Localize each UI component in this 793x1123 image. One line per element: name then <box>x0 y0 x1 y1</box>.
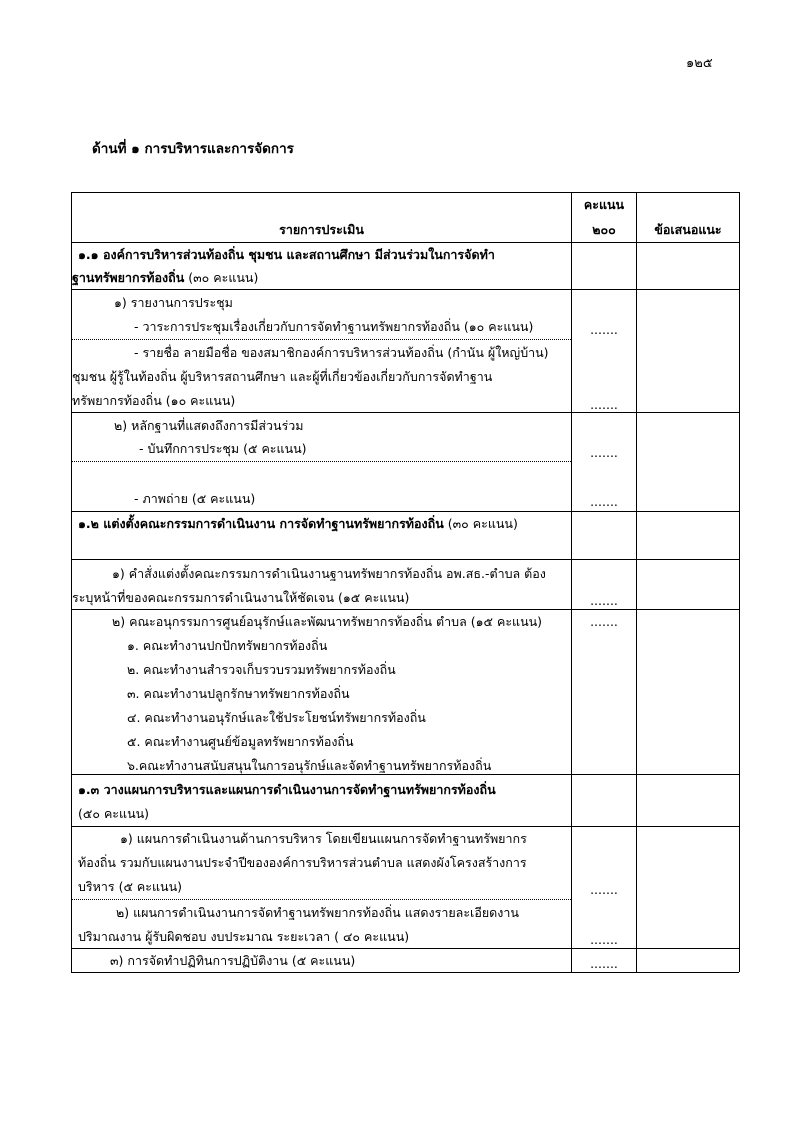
item-admin-plan: ๑) แผนการดำเนินงานด้านการบริหาร โดยเขียนแผนการจัดทำฐานทรัพยากร <box>120 831 527 846</box>
page-number: ๑๒๕ <box>686 56 713 71</box>
item-signatures: - รายชื่อ ลายมือชื่อ ของสมาชิกองค์การบริหารส่วนท้องถิ่น (กำนัน ผู้ใหญ่บ้าน) <box>134 345 549 360</box>
subcommittee-item: ๖.คณะทำงานสนับสนุนในการอนุรักษ์และจัดทำฐานทรัพยากรท้องถิ่น <box>127 758 492 773</box>
item-operation-plan: ๒) แผนการดำเนินงานการจัดทำฐานทรัพยากรท้องถิ่น แสดงรายละเอียดงาน <box>116 905 519 920</box>
item-photos: - ภาพถ่าย (๕ คะแนน) <box>134 491 256 506</box>
section-1-2-title: ๑.๒ แต่งตั้งคณะกรรมการดำเนินงาน การจัดทำฐานทรัพยากรท้องถิ่น (๓๐ คะแนน) <box>78 516 518 531</box>
item-admin-plan-cont: ท้องถิ่น รวมกับแผนงานประจำปีขององค์การบริหารส่วนตำบล แสดงผังโครงสร้างการ <box>78 855 527 870</box>
item-header: รายการประเมิน <box>279 222 364 237</box>
item-participation-evidence: ๒) หลักฐานที่แสดงถึงการมีส่วนร่วม <box>114 418 304 433</box>
item-signatures-cont-2: ทรัพยากรท้องถิ่น (๑๐ คะแนน) <box>72 393 236 408</box>
score-blank: ....... <box>590 445 618 460</box>
item-operation-plan-cont: ปริมาณงาน ผู้รับผิดชอบ งบประมาณ ระยะเวลา ( ๔๐ คะแนน) <box>78 929 410 944</box>
score-blank: ....... <box>590 614 618 629</box>
score-header-label: คะแนน <box>583 197 625 212</box>
score-blank: ....... <box>590 322 618 337</box>
section-1-1-title-cont: ฐานทรัพยากรท้องถิ่น (๓๐ คะแนน) <box>72 270 259 285</box>
section-1-3-score: (๕๐ คะแนน) <box>78 806 150 821</box>
item-signatures-cont: ชุมชน ผู้รู้ในท้องถิ่น ผู้บริหารสถานศึกษา และผู้ที่เกี่ยวข้องเกี่ยวกับการจัดทำฐาน <box>72 369 493 384</box>
item-meeting-minutes: - บันทึกการประชุม (๕ คะแนน) <box>139 441 307 456</box>
item-subcommittee: ๒) คณะอนุกรรมการศูนย์อนุรักษ์และพัฒนาทรัพยากรท้องถิ่น ตำบล (๑๕ คะแนน) <box>112 614 543 629</box>
subcommittee-item: ๓. คณะทำงานปลูกรักษาทรัพยากรท้องถิ่น <box>127 686 350 701</box>
subcommittee-item: ๕. คณะทำงานศูนย์ข้อมูลทรัพยากรท้องถิ่น <box>127 734 354 749</box>
score-blank: ....... <box>590 882 618 897</box>
section-1-1-title: ๑.๑ องค์การบริหารส่วนท้องถิ่น ชุมชน และสถานศึกษา มีส่วนร่วมในการจัดทำ <box>78 247 495 262</box>
score-blank: ....... <box>590 494 618 509</box>
item-appointment-order-cont: ระบุหน้าที่ของคณะกรรมการดำเนินงานให้ชัดเจน (๑๕ คะแนน) <box>72 590 410 605</box>
score-blank: ....... <box>590 397 618 412</box>
section-heading: ด้านที่ ๑ การบริหารและการจัดการ <box>92 141 294 157</box>
item-appointment-order: ๑) คำสั่งแต่งตั้งคณะกรรมการดำเนินงานฐานทรัพยากรท้องถิ่น อพ.สธ.-ตำบล ต้อง <box>112 566 546 581</box>
subcommittee-item: ๒. คณะทำงานสำรวจเก็บรวบรวมทรัพยากรท้องถิ่น <box>127 662 396 677</box>
item-meeting-agenda: - วาระการประชุมเรื่องเกี่ยวกับการจัดทำฐานทรัพยากรท้องถิ่น (๑๐ คะแนน) <box>134 319 534 334</box>
item-meeting-report: ๑) รายงานการประชุม <box>114 295 233 310</box>
subcommittee-item: ๑. คณะทำงานปกปักทรัพยากรท้องถิ่น <box>127 638 328 653</box>
item-work-calendar: ๓) การจัดทำปฏิทินการปฏิบัติงาน (๕ คะแนน) <box>110 953 356 968</box>
subcommittee-item: ๔. คณะทำงานอนุรักษ์และใช้ประโยชน์ทรัพยากรท้องถิ่น <box>127 710 426 725</box>
score-header-total: ๒๐๐ <box>592 222 616 237</box>
item-admin-plan-cont-2: บริหาร (๕ คะแนน) <box>78 879 183 894</box>
section-1-3-title: ๑.๓ วางแผนการบริหารและแผนการดำเนินงานการจัดทำฐานทรัพยากรท้องถิ่น <box>78 782 496 797</box>
score-blank: ....... <box>590 956 618 971</box>
score-blank: ....... <box>590 593 618 608</box>
score-blank: ....... <box>590 932 618 947</box>
suggestion-header: ข้อเสนอแนะ <box>654 222 722 237</box>
